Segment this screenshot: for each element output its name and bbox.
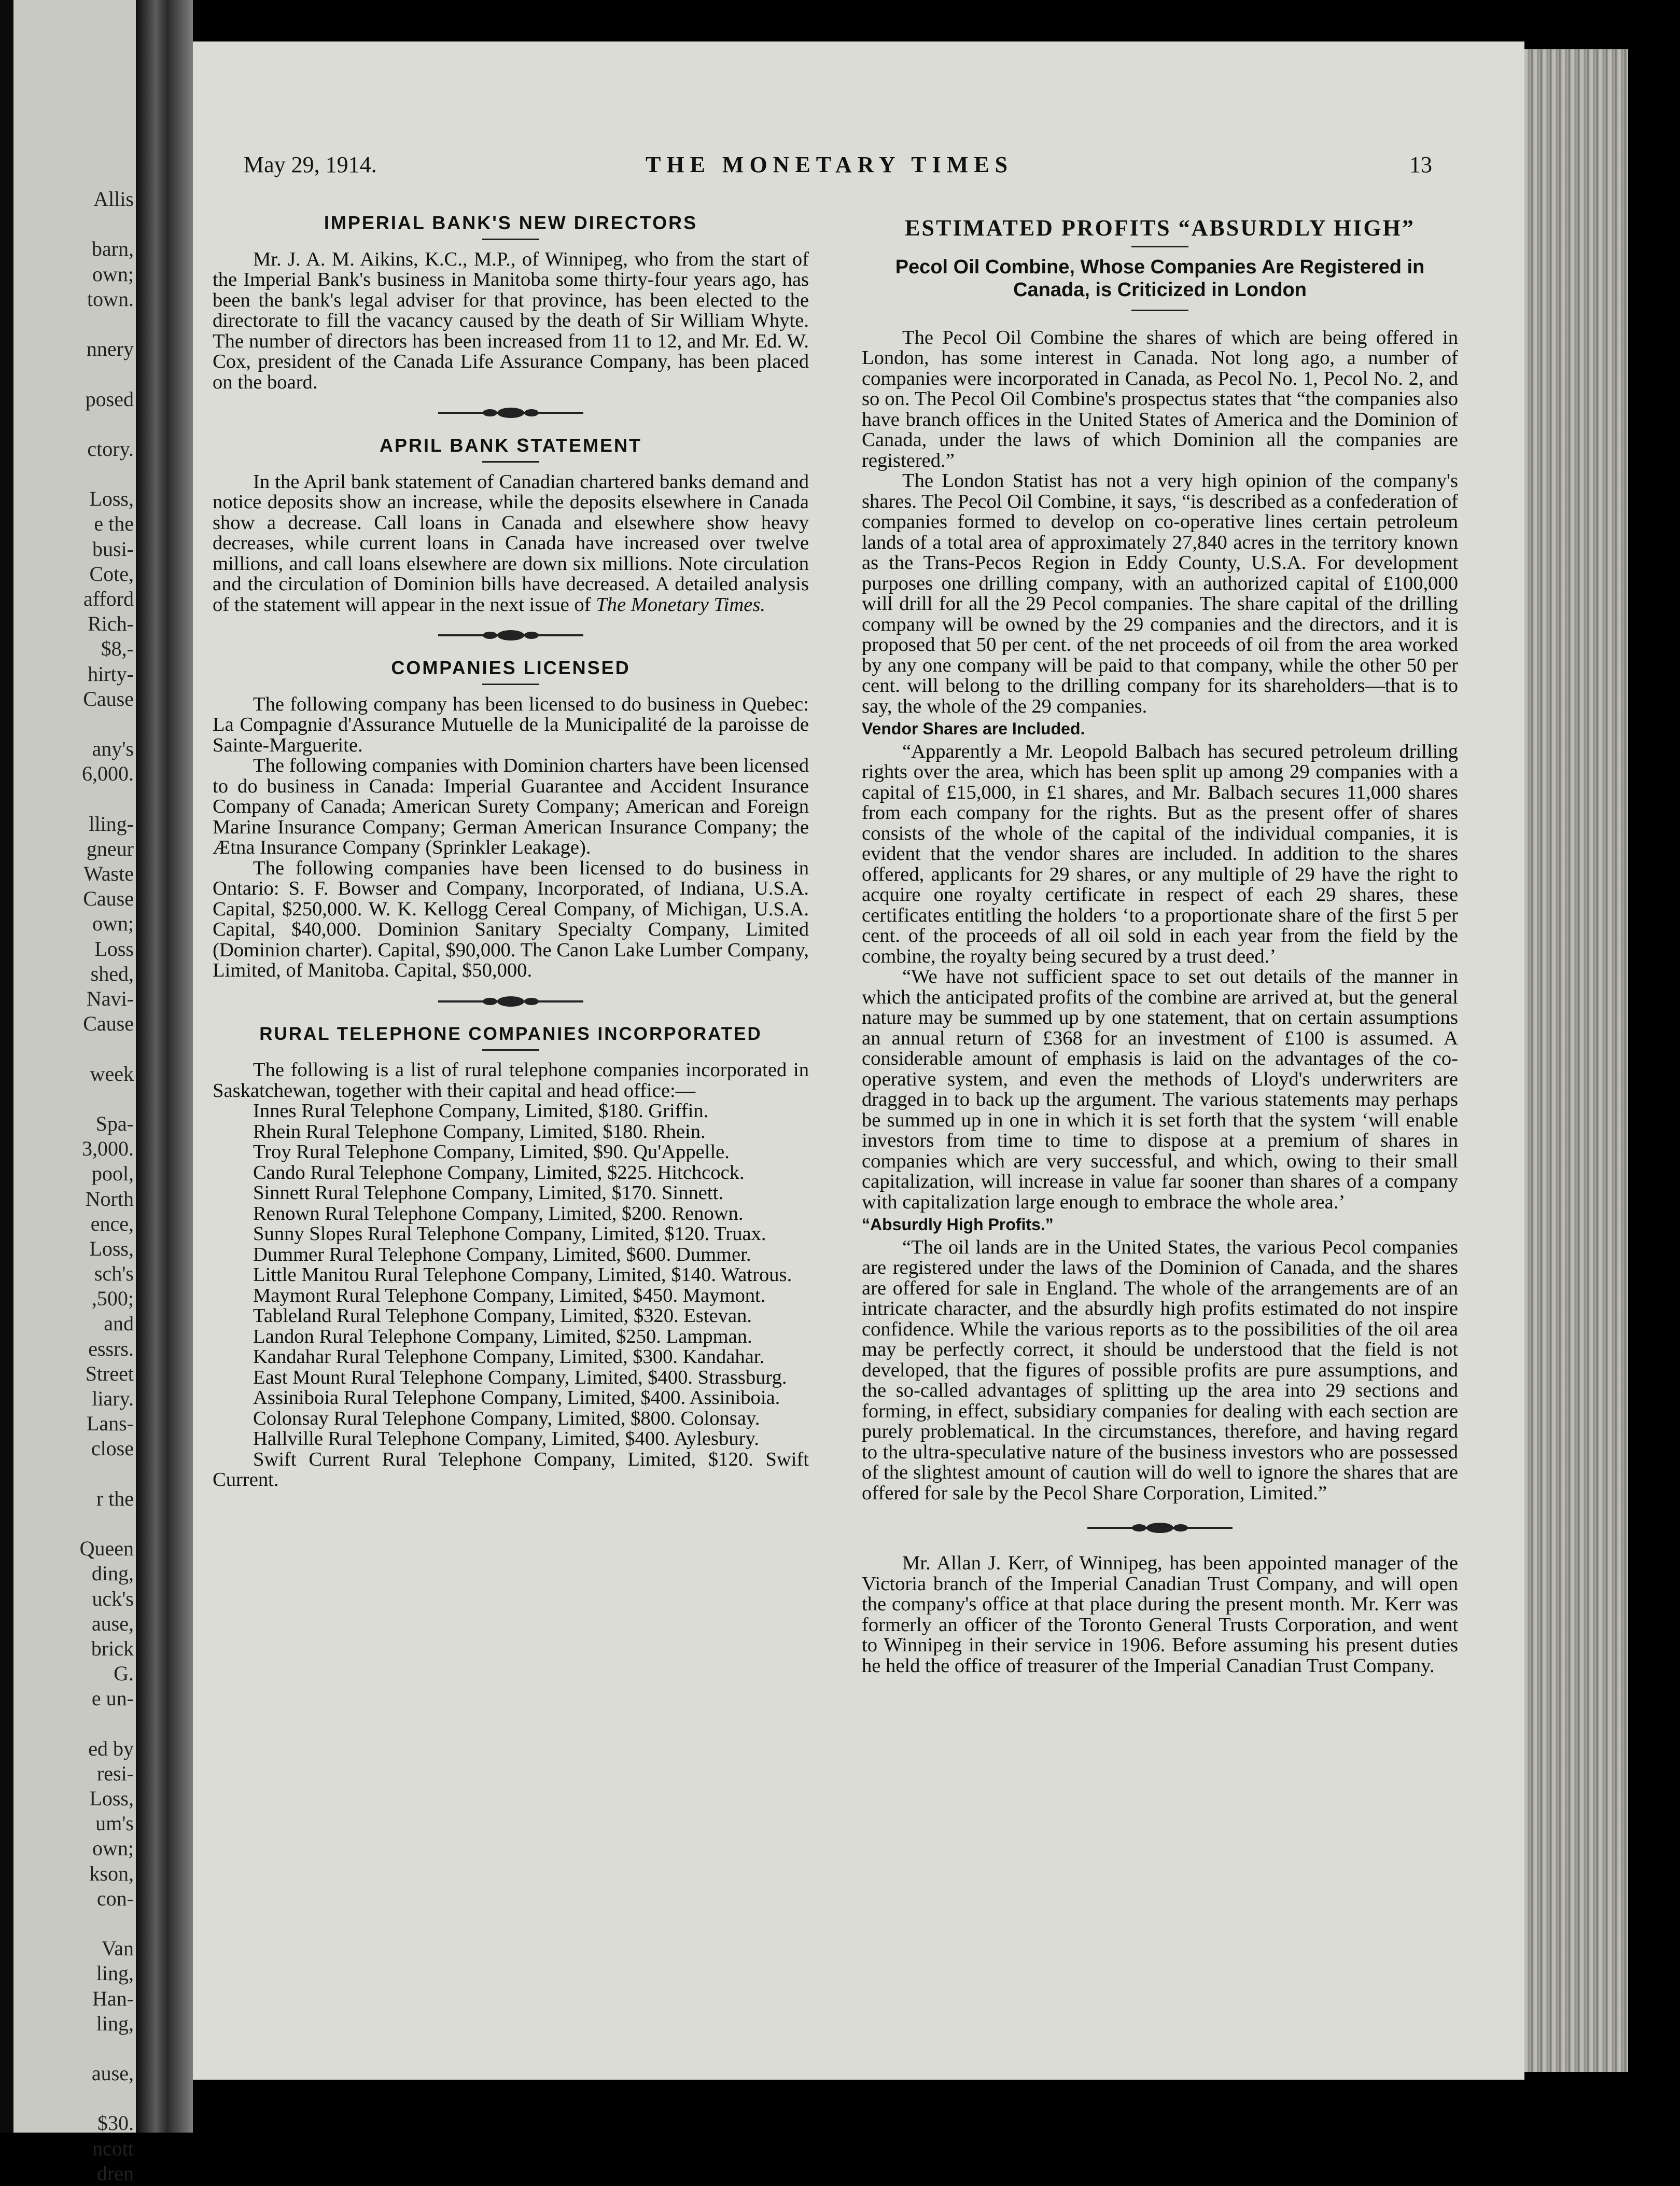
facing-page-fragment: and <box>104 1312 134 1335</box>
facing-page-fragment: ,500; <box>91 1287 134 1311</box>
facing-page-fragment <box>20 787 134 812</box>
april-heading: APRIL BANK STATEMENT <box>380 435 642 456</box>
facing-page <box>0 0 136 2185</box>
list-item: Hallville Rural Telephone Company, Limited, $400. Aylesbury. <box>253 1428 759 1450</box>
facing-page-fragment: Cause <box>83 1012 134 1036</box>
pecol-subheading: Pecol Oil Combine, Whose Companies Are Registered in Canada, is Criticized in London <box>895 256 1425 301</box>
right-column <box>862 215 1458 1677</box>
list-item: Innes Rural Telephone Company, Limited, $180. Griffin. <box>253 1100 709 1122</box>
facing-page-fragment: 3,000. <box>82 1137 134 1161</box>
facing-page-fragment: ause, <box>91 1611 134 1635</box>
facing-page-fragment: ling, <box>96 2011 134 2035</box>
absurd-subheading: “Absurdly High Profits.” <box>862 1215 1054 1234</box>
list-item: Landon Rural Telephone Company, Limited, $250. Lampman. <box>253 1325 752 1347</box>
facing-page-fragment: $30. <box>97 2111 134 2135</box>
facing-page-fragment: Van <box>101 1937 134 1960</box>
facing-page-fragment: brick <box>91 1636 134 1660</box>
licensed-paragraph: The following companies have been licensed to do business in Ontario: S. F. Bowser and Company, Incorporated, of Indiana, U.S.A. Capital, $250,000. W. K. Kellogg Cereal Company, of Michigan, U.S.A. Capital, $40,000. Dominion Sanitary Specialty Company, Limited (Dominion charter). Capital, $90,000. The Canon Lake Lumber Company, Limited, of Manitoba. Capital, $50,000. <box>213 857 809 981</box>
heading-rule <box>1131 310 1188 311</box>
facing-page-fragment: gneur <box>86 837 134 860</box>
facing-page-fragment: ncott <box>92 2136 134 2160</box>
facing-page-fragment: Navi- <box>86 987 134 1010</box>
ornament-divider <box>438 993 583 1010</box>
facing-page-fragment: ence, <box>90 1212 134 1235</box>
facing-page-fragment: own; <box>92 262 134 286</box>
facing-page-fragment: sch's <box>94 1262 134 1286</box>
heading-rule <box>482 461 539 463</box>
facing-page-fragment <box>20 1511 134 1536</box>
facing-page-fragment <box>20 1711 134 1736</box>
facing-page-fragment: Loss, <box>89 1236 134 1260</box>
facing-page-fragment: dren <box>96 2161 134 2185</box>
facing-page-fragment: week <box>90 1062 134 1085</box>
ornament-divider <box>1087 1519 1233 1537</box>
vendor-paragraph: “Apparently a Mr. Leopold Balbach has secured petroleum drilling rights over the area, which has been split up among 29 companies with a capital of £15,000, in £1 shares, and Mr. Balbach secures 11,000 shares from each company for the rights. But as the present offer of shares consists of the whole of the capital of the individual companies, it is evident that the vendor shares are included. In addition to the shares offered, applicants for 29 shares, or any multiple of 29 have the right to acquire one royalty certificate in respect of each 29 shares, these certificates entitling the holders ‘to a proportionate share of the first 5 per cent. of the proceeds of all oil sold in each year from the field by the combine, the royalty being secured by a trust deed.’ <box>862 740 1458 967</box>
facing-page-fragment: lling- <box>89 812 134 836</box>
facing-page-fragment <box>20 2036 134 2061</box>
facing-page-fragment <box>20 212 134 236</box>
imperial-heading: IMPERIAL BANK'S NEW DIRECTORS <box>324 212 698 233</box>
imperial-body: Mr. J. A. M. Aikins, K.C., M.P., of Winnipeg, who from the start of the Imperial Bank's business in Manitoba some thirty-four years ago, has been the bank's legal adviser for that province, has been elected to the directorate to fill the vacancy caused by the death of Sir William Whyte. The number of directors has been increased from 11 to 12, and Mr. Ed. W. Cox, president of the Canada Life Assurance Company, has been placed on the board. <box>213 248 809 393</box>
facing-page-fragment <box>20 1461 134 1486</box>
list-item: Little Manitou Rural Telephone Company, Limited, $140. Watrous. <box>253 1264 792 1286</box>
list-item: Sinnett Rural Telephone Company, Limited, $170. Sinnett. <box>253 1182 723 1204</box>
facing-page-fragment: e the <box>94 512 134 536</box>
facing-page-fragment: um's <box>95 1812 134 1835</box>
facing-page-fragment: Han- <box>92 1986 134 2010</box>
facing-page-fragment: e un- <box>91 1687 134 1710</box>
facing-page-fragment <box>20 361 134 386</box>
facing-page-fragment: shed, <box>90 962 134 985</box>
licensed-heading: COMPANIES LICENSED <box>391 657 631 678</box>
facing-page-fragment: kson, <box>89 1861 134 1885</box>
facing-page-fragment: barn, <box>91 237 134 261</box>
list-item: Assiniboia Rural Telephone Company, Limited, $400. Assiniboia. <box>253 1387 780 1409</box>
facing-page-fragment <box>20 462 134 486</box>
ornament-divider <box>438 626 583 644</box>
page-number: 13 <box>1409 152 1432 177</box>
facing-page-fragment: Waste <box>83 862 134 886</box>
facing-page-fragment: Spa- <box>95 1111 134 1135</box>
heading-rule <box>1131 246 1188 247</box>
facing-page-fragment: Loss, <box>89 487 134 511</box>
list-item: Troy Rural Telephone Company, Limited, $90. Qu'Appelle. <box>253 1141 730 1163</box>
facing-page-fragment: Cause <box>83 887 134 911</box>
facing-page-fragment: uck's <box>92 1586 134 1610</box>
facing-page-fragment: own; <box>92 1836 134 1860</box>
facing-page-fragment <box>20 2086 134 2111</box>
list-item: Renown Rural Telephone Company, Limited, $200. Renown. <box>253 1202 744 1224</box>
facing-page-fragment <box>20 312 134 337</box>
pecol-paragraph: The London Statist has not a very high opinion of the company's shares. The Pecol Oil Combine, it says, “is described as a confederation of companies formed to develop on co-operative lines certain petroleum lands of a total area of approximately 27,840 acres in the territory known as the Trans-Pecos Region in Eddy County, U.S.A. For development purposes one drilling company, with an authorized capital of £100,000 will drill for all the 29 Pecol companies. The share capital of the drilling company will be owned by the 29 companies and the directors, and it is proposed that 50 per cent. of the net proceeds of oil from the area worked by any one company will be paid to that company, while the other 50 per cent. will belong to the drilling company for its shareholders—that is to say, the whole of the 29 companies. <box>862 470 1458 717</box>
facing-page-fragment: town. <box>87 287 134 311</box>
licensed-paragraph: The following company has been licensed to do business in Quebec: La Compagnie d'Assurance Mutuelle de la Municipalité de la paroisse de Sainte-Marguerite. <box>213 693 809 756</box>
facing-page-fragment: North <box>85 1187 134 1210</box>
facing-page-fragment: 6,000. <box>82 762 134 786</box>
facing-page-text <box>20 187 134 2186</box>
list-item: Maymont Rural Telephone Company, Limited, $450. Maymont. <box>253 1284 766 1306</box>
list-item: Rhein Rural Telephone Company, Limited, $180. Rhein. <box>253 1120 706 1143</box>
april-body <box>213 472 809 616</box>
heading-rule <box>482 1049 539 1051</box>
facing-page-fragment: Lans- <box>86 1412 134 1436</box>
heading-rule <box>482 684 539 685</box>
facing-page-fragment: ding, <box>91 1562 134 1585</box>
facing-page-edge <box>0 0 13 2133</box>
rural-heading: RURAL TELEPHONE COMPANIES INCORPORATED <box>259 1023 762 1044</box>
rural-list <box>213 1101 809 1491</box>
facing-page-fragment: Loss <box>94 937 134 960</box>
facing-page-fragment: ed by <box>88 1736 134 1760</box>
april-body-text: In the April bank statement of Canadian chartered banks demand and notice deposits show an increase, while the deposits elsewhere in Canada show a decrease. Call loans in Canada and elsewhere show heavy decreases, while current loans in Canada have increased over twelve millions, and call loans elsewhere are down six millions. Note circulation and the circulation of Dominion bills have decreased. A detailed analysis of the statement will appear in the next issue of <box>213 470 809 616</box>
list-item: Dummer Rural Telephone Company, Limited, $600. Dummer. <box>253 1243 751 1265</box>
facing-page-fragment: G. <box>114 1662 134 1686</box>
facing-page-fragment: pool, <box>91 1162 134 1186</box>
facing-page-fragment <box>20 412 134 437</box>
list-item: Tableland Rural Telephone Company, Limited, $320. Estevan. <box>253 1305 752 1327</box>
facing-page-fragment: Street <box>85 1361 134 1385</box>
book-gutter <box>136 0 193 2133</box>
facing-page-fragment: Rich- <box>88 612 134 636</box>
rural-intro: The following is a list of rural telephone companies incorporated in Saskatchewan, together with their capital and head office:— <box>213 1059 809 1102</box>
facing-page-fragment <box>20 1036 134 1061</box>
list-item: Cando Rural Telephone Company, Limited, $225. Hitchcock. <box>253 1161 745 1183</box>
pecol-paragraph: The Pecol Oil Combine the shares of which are being offered in London, has some interest in Canada. Not long ago, a number of companies were incorporated in Canada, as Pecol No. 1, Pecol No. 2, and so on. The Pecol Oil Combine's prospectus states that “the companies also have branch offices in the United States of America and the Dominion of Canada, under the laws of which Dominion all the companies are registered.” <box>862 326 1458 471</box>
facing-page-fragment <box>20 1087 134 1111</box>
facing-page-fragment: liary. <box>92 1387 134 1410</box>
facing-page-fragment: hirty- <box>88 662 134 686</box>
masthead-title: THE MONETARY TIMES <box>646 152 1014 177</box>
ornament-divider <box>438 404 583 422</box>
list-item: Colonsay Rural Telephone Company, Limited, $800. Colonsay. <box>253 1407 760 1429</box>
facing-page-fragment: resi- <box>96 1761 134 1785</box>
facing-page-fragment: ause, <box>91 2062 134 2085</box>
facing-page-fragment: essrs. <box>88 1336 134 1360</box>
list-item: East Mount Rural Telephone Company, Limited, $400. Strassburg. <box>253 1366 787 1388</box>
vendor-subheading: Vendor Shares are Included. <box>862 719 1085 738</box>
facing-page-fragment: Loss, <box>89 1787 134 1810</box>
facing-page-fragment: nnery <box>86 337 134 361</box>
facing-page-fragment: ctory. <box>87 437 134 461</box>
april-body-italic: The Monetary Times. <box>596 593 766 616</box>
facing-page-fragment: posed <box>85 387 134 411</box>
facing-page-fragment: r the <box>96 1486 134 1510</box>
facing-page-fragment <box>20 712 134 736</box>
facing-page-fragment: Queen <box>79 1537 134 1561</box>
pecol-heading: ESTIMATED PROFITS “ABSURDLY HIGH” <box>905 215 1415 241</box>
heading-rule <box>482 239 539 240</box>
list-item: Kandahar Rural Telephone Company, Limited, $300. Kandahar. <box>253 1346 765 1368</box>
page-stack-edge <box>1524 49 1628 2072</box>
facing-page-fragment <box>20 1911 134 1936</box>
kerr-paragraph: Mr. Allan J. Kerr, of Winnipeg, has been appointed manager of the Victoria branch of the Imperial Canadian Trust Company, and will open the company's office at that place during the present month. Mr. Kerr was formerly an officer of the Toronto General Trusts Corporation, and went to Winnipeg in their service in 1906. Before assuming his present duties he held the office of treasurer of the Imperial Canadian Trust Company. <box>862 1552 1458 1677</box>
vendor-paragraph: “We have not sufficient space to set out details of the manner in which the anticipated profits of the combine are arrived at, but the general nature may be summed up by one statement, that on certain assumptions an annual return of £368 for an investment of £100 is assumed. A considerable amount of emphasis is laid on the advantages of the co-operative system, and even the methods of Lloyd's underwriters are dragged in to back up the argument. The various statements may perhaps be summed up in one in which it is set forth that the system ‘will enable investors from time to time to dispose at a premium of shares in companies which are very successful, and which, owing to their small capitalization, will increase in value far sooner than shares of a company with capitalization large enough to embrace the whole area.’ <box>862 966 1458 1213</box>
left-column <box>213 213 809 1491</box>
list-item: Swift Current Rural Telephone Company, Limited, $120. Swift Current. <box>213 1448 809 1491</box>
facing-page-fragment: con- <box>96 1886 134 1910</box>
absurd-paragraph: “The oil lands are in the United States, the various Pecol companies are registered under the laws of the Dominion of Canada, and the shares are offered for sale in England. The whole of the arrangements are of an intricate character, and the absurdly high profits estimated do not inspire confidence. While the various reports as to the possibilities of the oil area may be perfectly correct, it should be understood that the field is not developed, that the figures of possible profits are pure assumptions, and the so-called advantages of splitting up the area into 29 sections and forming, in effect, subsidiary companies for dealing with each section are purely problematical. In the circumstances, therefore, and having regard to the ultra-speculative nature of the business investors who are possessed of the slightest amount of caution will do well to ignore the shares that are offered for sale by the Pecol Share Corporation, Limited.” <box>862 1236 1458 1504</box>
list-item: Sunny Slopes Rural Telephone Company, Limited, $120. Truax. <box>253 1223 766 1245</box>
facing-page-fragment: Cause <box>83 687 134 711</box>
facing-page-fragment: own; <box>92 912 134 936</box>
facing-page-fragment: ling, <box>96 1961 134 1985</box>
licensed-paragraph: The following companies with Dominion charters have been licensed to do business in Canada: Imperial Guarantee and Accident Insurance Company of Canada; American Surety Company; American and Foreign Marine Insurance Company; German American Insurance Company; the Ætna Insurance Company (Sprinkler Leakage). <box>213 755 809 858</box>
facing-page-fragment: any's <box>92 737 134 761</box>
facing-page-fragment: $8,- <box>101 637 134 661</box>
facing-page-fragment: afford <box>83 587 134 610</box>
facing-page-fragment: Cote, <box>89 562 134 586</box>
facing-page-fragment: close <box>91 1437 134 1460</box>
issue-date: May 29, 1914. <box>244 152 377 177</box>
facing-page-fragment: busi- <box>92 537 134 561</box>
facing-page-fragment: Allis <box>93 187 134 211</box>
